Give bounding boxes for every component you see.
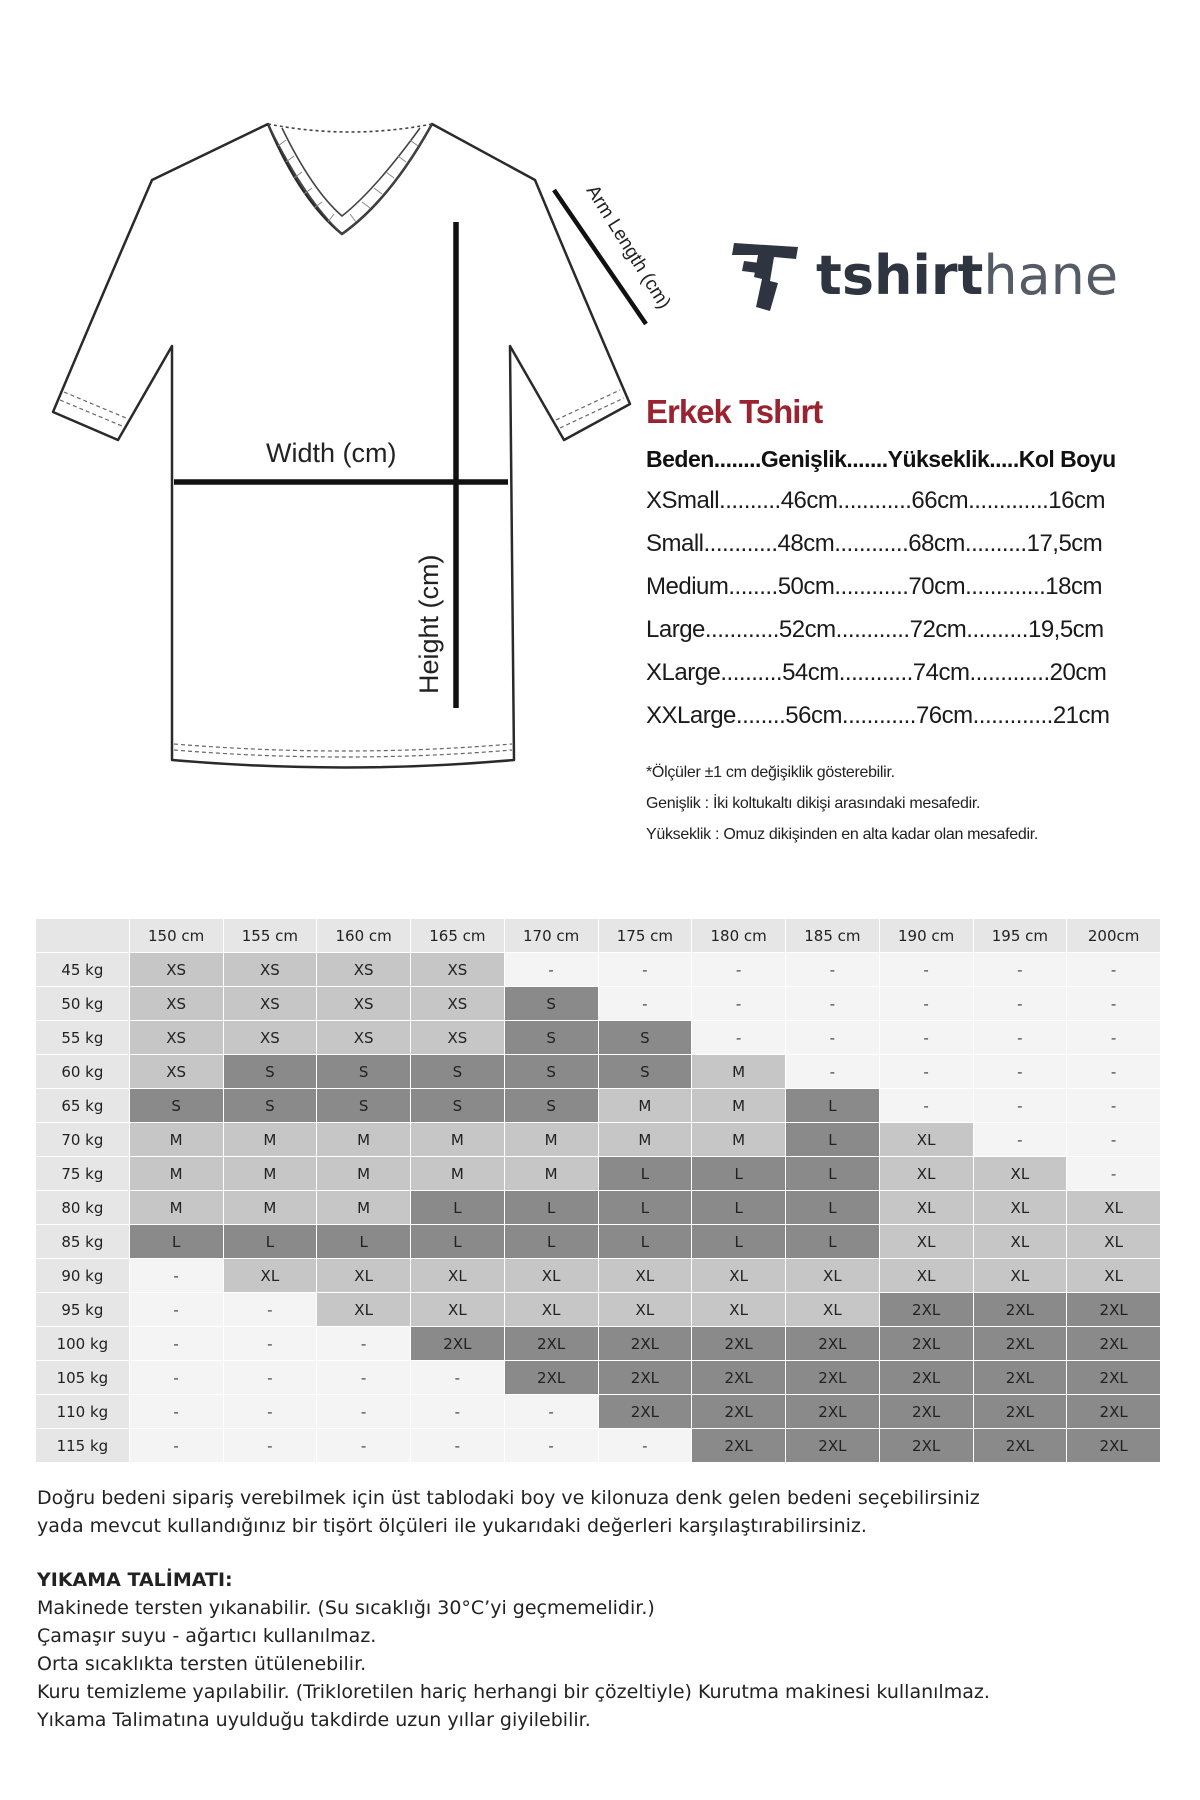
size-cell: -: [1067, 953, 1161, 987]
table-row: [36, 987, 1161, 1021]
size-cell: M: [129, 1191, 223, 1225]
size-cell: XL: [598, 1259, 692, 1293]
size-cell: -: [879, 1089, 973, 1123]
size-cell: M: [317, 1157, 411, 1191]
size-cell: M: [317, 1191, 411, 1225]
size-cell: -: [129, 1259, 223, 1293]
size-cell: L: [786, 1089, 880, 1123]
size-cell: -: [692, 987, 786, 1021]
size-cell: XL: [317, 1293, 411, 1327]
table-row: [36, 1327, 1161, 1361]
size-cell: XL: [411, 1293, 505, 1327]
info-paragraph-line: yada mevcut kullandığınız bir tişört ölçüleri ile yukarıdaki değerleri karşılaştırabilirsiniz.: [37, 1515, 867, 1537]
weight-row-header: 70 kg: [36, 1123, 130, 1157]
size-cell: M: [129, 1123, 223, 1157]
height-column-header: 190 cm: [879, 919, 973, 953]
size-cell: S: [411, 1055, 505, 1089]
size-cell: XL: [504, 1259, 598, 1293]
size-cell: XL: [879, 1157, 973, 1191]
table-row: [36, 1123, 1161, 1157]
size-cell: -: [317, 1429, 411, 1463]
size-cell: -: [317, 1327, 411, 1361]
size-cell: XS: [129, 1055, 223, 1089]
table-row: [36, 1293, 1161, 1327]
height-column-header: 165 cm: [411, 919, 505, 953]
size-cell: M: [692, 1055, 786, 1089]
size-cell: XL: [1067, 1191, 1161, 1225]
size-cell: 2XL: [786, 1429, 880, 1463]
size-cell: 2XL: [1067, 1327, 1161, 1361]
size-cell: L: [411, 1225, 505, 1259]
size-cell: L: [129, 1225, 223, 1259]
weight-row-header: 60 kg: [36, 1055, 130, 1089]
info-paragraph-line: Doğru bedeni sipariş verebilmek için üst tablodaki boy ve kilonuza denk gelen bedeni seçebilirsiniz: [37, 1487, 980, 1509]
size-cell: XS: [223, 1021, 317, 1055]
size-cell: M: [317, 1123, 411, 1157]
size-cell: 2XL: [786, 1361, 880, 1395]
size-cell: -: [223, 1327, 317, 1361]
weight-row-header: 110 kg: [36, 1395, 130, 1429]
size-cell: -: [223, 1293, 317, 1327]
size-cell: L: [786, 1191, 880, 1225]
height-column-header: 175 cm: [598, 919, 692, 953]
size-cell: XL: [598, 1293, 692, 1327]
size-cell: 2XL: [973, 1361, 1067, 1395]
size-cell: M: [411, 1123, 505, 1157]
weight-row-header: 45 kg: [36, 953, 130, 987]
size-cell: XS: [411, 987, 505, 1021]
size-cell: 2XL: [504, 1327, 598, 1361]
size-cell: M: [598, 1089, 692, 1123]
size-cell: -: [973, 987, 1067, 1021]
table-row: [36, 1191, 1161, 1225]
size-spec: [646, 393, 1146, 850]
table-row: [36, 1361, 1161, 1395]
spec-row: Medium........50cm............70cm.............18cm: [646, 573, 1102, 600]
table-row: [36, 1225, 1161, 1259]
size-cell: L: [411, 1191, 505, 1225]
weight-row-header: 55 kg: [36, 1021, 130, 1055]
weight-row-header: 105 kg: [36, 1361, 130, 1395]
size-cell: XL: [692, 1259, 786, 1293]
size-cell: -: [879, 987, 973, 1021]
size-cell: -: [973, 1123, 1067, 1157]
size-cell: XL: [973, 1225, 1067, 1259]
size-cell: -: [1067, 1157, 1161, 1191]
size-cell: M: [692, 1123, 786, 1157]
table-row: [36, 1055, 1161, 1089]
table-row: [36, 1021, 1161, 1055]
height-column-header: 170 cm: [504, 919, 598, 953]
size-cell: 2XL: [786, 1327, 880, 1361]
size-cell: M: [411, 1157, 505, 1191]
size-cell: -: [692, 1021, 786, 1055]
size-cell: M: [504, 1123, 598, 1157]
size-cell: -: [692, 953, 786, 987]
size-cell: -: [504, 1429, 598, 1463]
size-cell: XS: [129, 987, 223, 1021]
size-cell: XL: [223, 1259, 317, 1293]
spec-row: Large............52cm............72cm..........19,5cm: [646, 616, 1104, 643]
spec-note: *Ölçüler ±1 cm değişiklik gösterebilir.: [646, 764, 895, 781]
size-cell: -: [786, 987, 880, 1021]
spec-header: Beden........Genişlik.......Yükseklik.....Kol Boyu: [646, 446, 1116, 472]
wash-instruction-line: Makinede tersten yıkanabilir. (Su sıcaklığı 30°C’yi geçmemelidir.): [37, 1597, 655, 1619]
size-cell: L: [786, 1225, 880, 1259]
size-cell: XL: [1067, 1225, 1161, 1259]
height-column-header: 195 cm: [973, 919, 1067, 953]
size-cell: XS: [223, 987, 317, 1021]
spec-row: XXLarge........56cm............76cm.............21cm: [646, 702, 1110, 729]
size-cell: 2XL: [692, 1327, 786, 1361]
size-cell: -: [1067, 1021, 1161, 1055]
size-cell: 2XL: [879, 1327, 973, 1361]
weight-row-header: 85 kg: [36, 1225, 130, 1259]
size-cell: -: [598, 953, 692, 987]
size-cell: 2XL: [973, 1395, 1067, 1429]
weight-row-header: 80 kg: [36, 1191, 130, 1225]
logo-text-light: hane: [983, 243, 1119, 307]
size-cell: S: [504, 987, 598, 1021]
size-cell: XS: [223, 953, 317, 987]
spec-row: XSmall..........46cm............66cm.............16cm: [646, 487, 1105, 514]
size-cell: 2XL: [598, 1395, 692, 1429]
size-cell: -: [317, 1395, 411, 1429]
size-cell: -: [129, 1361, 223, 1395]
wash-instruction-line: Kuru temizleme yapılabilir. (Trikloretilen hariç herhangi bir çözeltiyle) Kurutma makinesi kullanılmaz.: [37, 1681, 990, 1703]
size-cell: L: [504, 1225, 598, 1259]
size-cell: L: [692, 1157, 786, 1191]
weight-row-header: 100 kg: [36, 1327, 130, 1361]
table-row: [36, 1395, 1161, 1429]
size-cell: M: [223, 1123, 317, 1157]
spec-note: Genişlik : İki koltukaltı dikişi arasındaki mesafedir.: [646, 795, 981, 812]
size-cell: XL: [317, 1259, 411, 1293]
arm-length-label: Arm Length (cm): [581, 181, 675, 313]
size-cell: 2XL: [1067, 1361, 1161, 1395]
height-column-header: 185 cm: [786, 919, 880, 953]
size-cell: -: [973, 953, 1067, 987]
size-cell: -: [129, 1395, 223, 1429]
size-cell: M: [129, 1157, 223, 1191]
size-cell: -: [598, 987, 692, 1021]
weight-row-header: 90 kg: [36, 1259, 130, 1293]
height-column-header: 155 cm: [223, 919, 317, 953]
size-cell: S: [504, 1021, 598, 1055]
size-cell: XL: [786, 1293, 880, 1327]
table-row: [36, 1157, 1161, 1191]
size-cell: S: [411, 1089, 505, 1123]
table-corner: [36, 919, 130, 953]
size-cell: -: [1067, 1055, 1161, 1089]
size-cell: -: [598, 1429, 692, 1463]
size-cell: -: [411, 1361, 505, 1395]
size-cell: -: [504, 953, 598, 987]
size-cell: XS: [129, 953, 223, 987]
size-cell: -: [411, 1395, 505, 1429]
size-cell: 2XL: [1067, 1429, 1161, 1463]
size-cell: 2XL: [879, 1395, 973, 1429]
size-cell: 2XL: [692, 1361, 786, 1395]
size-cell: XL: [879, 1123, 973, 1157]
size-cell: S: [317, 1055, 411, 1089]
size-cell: L: [317, 1225, 411, 1259]
height-label: Height (cm): [414, 554, 444, 694]
tshirt-measurement-diagram: [0, 0, 700, 800]
size-cell: 2XL: [692, 1395, 786, 1429]
size-cell: -: [129, 1429, 223, 1463]
size-cell: -: [223, 1429, 317, 1463]
size-cell: L: [504, 1191, 598, 1225]
height-column-header: 150 cm: [129, 919, 223, 953]
width-label: Width (cm): [266, 438, 397, 468]
size-cell: -: [504, 1395, 598, 1429]
spec-note: Yükseklik : Omuz dikişinden en alta kadar olan mesafedir.: [646, 826, 1038, 843]
size-cell: M: [598, 1123, 692, 1157]
size-cell: -: [129, 1293, 223, 1327]
size-cell: L: [223, 1225, 317, 1259]
size-cell: L: [692, 1191, 786, 1225]
size-cell: 2XL: [411, 1327, 505, 1361]
size-cell: S: [317, 1089, 411, 1123]
size-cell: S: [129, 1089, 223, 1123]
spec-notes: [646, 757, 1146, 850]
spec-row: XLarge..........54cm............74cm.............20cm: [646, 659, 1107, 686]
size-cell: L: [692, 1225, 786, 1259]
size-cell: S: [504, 1055, 598, 1089]
wash-instruction-line: Yıkama Talimatına uyulduğu takdirde uzun yıllar giyilebilir.: [37, 1709, 591, 1731]
height-column-header: 180 cm: [692, 919, 786, 953]
size-cell: XL: [879, 1191, 973, 1225]
size-cell: -: [879, 1021, 973, 1055]
table-header-row: [36, 919, 1161, 953]
size-cell: S: [598, 1055, 692, 1089]
height-column-header: 160 cm: [317, 919, 411, 953]
size-cell: XS: [411, 1021, 505, 1055]
size-cell: XS: [317, 953, 411, 987]
weight-row-header: 75 kg: [36, 1157, 130, 1191]
table-row: [36, 953, 1161, 987]
size-cell: 2XL: [786, 1395, 880, 1429]
size-cell: XL: [692, 1293, 786, 1327]
size-cell: XL: [1067, 1259, 1161, 1293]
size-cell: XL: [973, 1259, 1067, 1293]
info-section: [37, 1484, 1157, 1734]
size-cell: -: [973, 1021, 1067, 1055]
size-cell: M: [223, 1191, 317, 1225]
height-weight-size-table: [35, 918, 1161, 1463]
size-cell: XL: [973, 1157, 1067, 1191]
spec-row: Small............48cm............68cm..........17,5cm: [646, 530, 1103, 557]
size-cell: L: [786, 1157, 880, 1191]
wash-instruction-line: Orta sıcaklıkta tersten ütülenebilir.: [37, 1653, 367, 1675]
size-cell: -: [411, 1429, 505, 1463]
size-cell: XL: [411, 1259, 505, 1293]
size-cell: -: [973, 1055, 1067, 1089]
size-cell: -: [786, 953, 880, 987]
size-cell: M: [504, 1157, 598, 1191]
size-cell: L: [598, 1157, 692, 1191]
tshirthane-logo-icon: [730, 237, 802, 313]
size-cell: -: [1067, 1089, 1161, 1123]
size-cell: XL: [504, 1293, 598, 1327]
size-cell: L: [786, 1123, 880, 1157]
weight-row-header: 95 kg: [36, 1293, 130, 1327]
size-cell: 2XL: [973, 1327, 1067, 1361]
table-row: [36, 1429, 1161, 1463]
size-cell: XS: [129, 1021, 223, 1055]
wash-instructions-title: YIKAMA TALİMATI:: [37, 1569, 233, 1591]
size-cell: XS: [317, 987, 411, 1021]
size-cell: 2XL: [879, 1429, 973, 1463]
size-cell: S: [223, 1055, 317, 1089]
brand-logo: [730, 235, 1130, 315]
weight-row-header: 65 kg: [36, 1089, 130, 1123]
size-cell: XL: [786, 1259, 880, 1293]
size-cell: -: [973, 1089, 1067, 1123]
size-cell: L: [598, 1225, 692, 1259]
size-cell: XL: [879, 1259, 973, 1293]
size-cell: 2XL: [1067, 1395, 1161, 1429]
size-cell: XL: [879, 1225, 973, 1259]
size-cell: 2XL: [598, 1327, 692, 1361]
logo-text-dark: tshirt: [816, 243, 984, 307]
size-cell: -: [223, 1395, 317, 1429]
size-cell: XS: [411, 953, 505, 987]
wash-instruction-line: Çamaşır suyu - ağartıcı kullanılmaz.: [37, 1625, 377, 1647]
weight-row-header: 115 kg: [36, 1429, 130, 1463]
size-cell: -: [786, 1021, 880, 1055]
size-cell: 2XL: [879, 1361, 973, 1395]
size-cell: -: [223, 1361, 317, 1395]
size-cell: L: [598, 1191, 692, 1225]
table-row: [36, 1089, 1161, 1123]
size-cell: XL: [973, 1191, 1067, 1225]
size-cell: S: [504, 1089, 598, 1123]
size-cell: 2XL: [1067, 1293, 1161, 1327]
table-body: [36, 953, 1161, 1463]
size-cell: 2XL: [598, 1361, 692, 1395]
size-cell: -: [129, 1327, 223, 1361]
size-cell: -: [1067, 1123, 1161, 1157]
table-row: [36, 1259, 1161, 1293]
size-cell: S: [598, 1021, 692, 1055]
size-cell: 2XL: [973, 1293, 1067, 1327]
size-cell: -: [786, 1055, 880, 1089]
size-cell: S: [223, 1089, 317, 1123]
size-cell: -: [879, 953, 973, 987]
size-cell: M: [692, 1089, 786, 1123]
spec-title: Erkek Tshirt: [646, 393, 823, 430]
size-cell: 2XL: [973, 1429, 1067, 1463]
size-cell: -: [317, 1361, 411, 1395]
size-cell: M: [223, 1157, 317, 1191]
weight-row-header: 50 kg: [36, 987, 130, 1021]
size-cell: 2XL: [504, 1361, 598, 1395]
height-column-header: 200cm: [1067, 919, 1161, 953]
size-cell: 2XL: [692, 1429, 786, 1463]
size-cell: 2XL: [879, 1293, 973, 1327]
size-cell: -: [879, 1055, 973, 1089]
size-cell: XS: [317, 1021, 411, 1055]
size-cell: -: [1067, 987, 1161, 1021]
